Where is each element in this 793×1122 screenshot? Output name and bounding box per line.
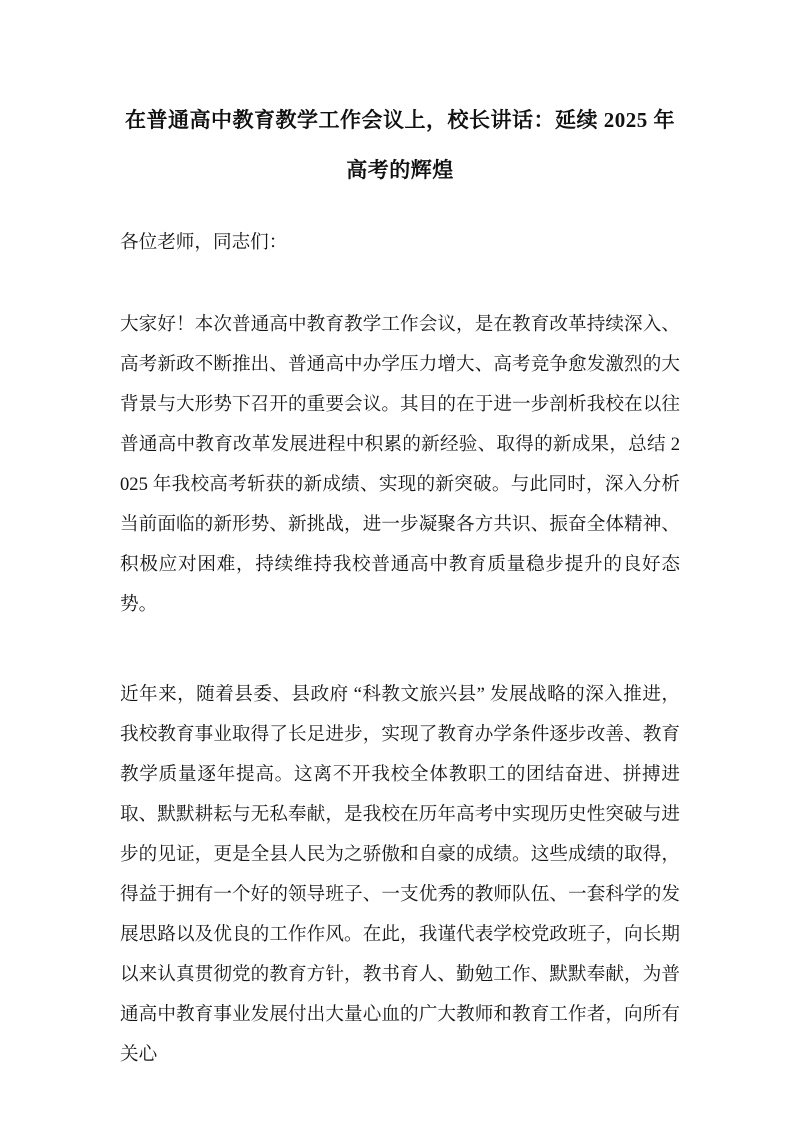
- greeting-line: 各位老师，同志们：: [120, 232, 288, 253]
- body-paragraph-2: 近年来，随着县委、县政府 “科教文旅兴县” 发展战略的深入推进，我校教育事业取得了长足进步，实现了教育办学条件逐步改善、教育教学质量逐年提高。这离不开我校全体教职工的团结奋进、拼搏进取、默默耕耘与无私奉献，是我校在历年高考中实现历史性突破与进步的见证，更是全县人民为之骄傲和自豪的成绩。这些成绩的取得，得益于拥有一个好的领导班子、一支优秀的教师队伍、一套科学的发展思路以及优良的工作作风。在此，我谨代表学校党政班子，向长期以来认真贯彻党的教育方针，教书育人、勤勉工作、默默奉献，为普通高中教育事业发展付出大量心血的广大教师和教育工作者，向所有关心: [120, 684, 680, 1065]
- body-paragraph-1: 大家好！本次普通高中教育教学工作会议，是在教育改革持续深入、高考新政不断推出、普通高中办学压力增大、高考竞争愈发激烈的大背景与大形势下召开的重要会议。其目的在于进一步剖析我校在以往普通高中教育改革发展进程中积累的新经验、取得的新成果，总结 2025 年我校高考斩获的新成绩、实现的新突破。与此同时，深入分析当前面临的新形势、新挑战，进一步凝聚各方共识、振奋全体精神、积极应对困难，持续维持我校普通高中教育质量稳步提升的良好态势。: [120, 314, 680, 615]
- document-title: 在普通高中教育教学工作会议上，校长讲话：延续 2025 年高考的辉煌: [125, 108, 675, 182]
